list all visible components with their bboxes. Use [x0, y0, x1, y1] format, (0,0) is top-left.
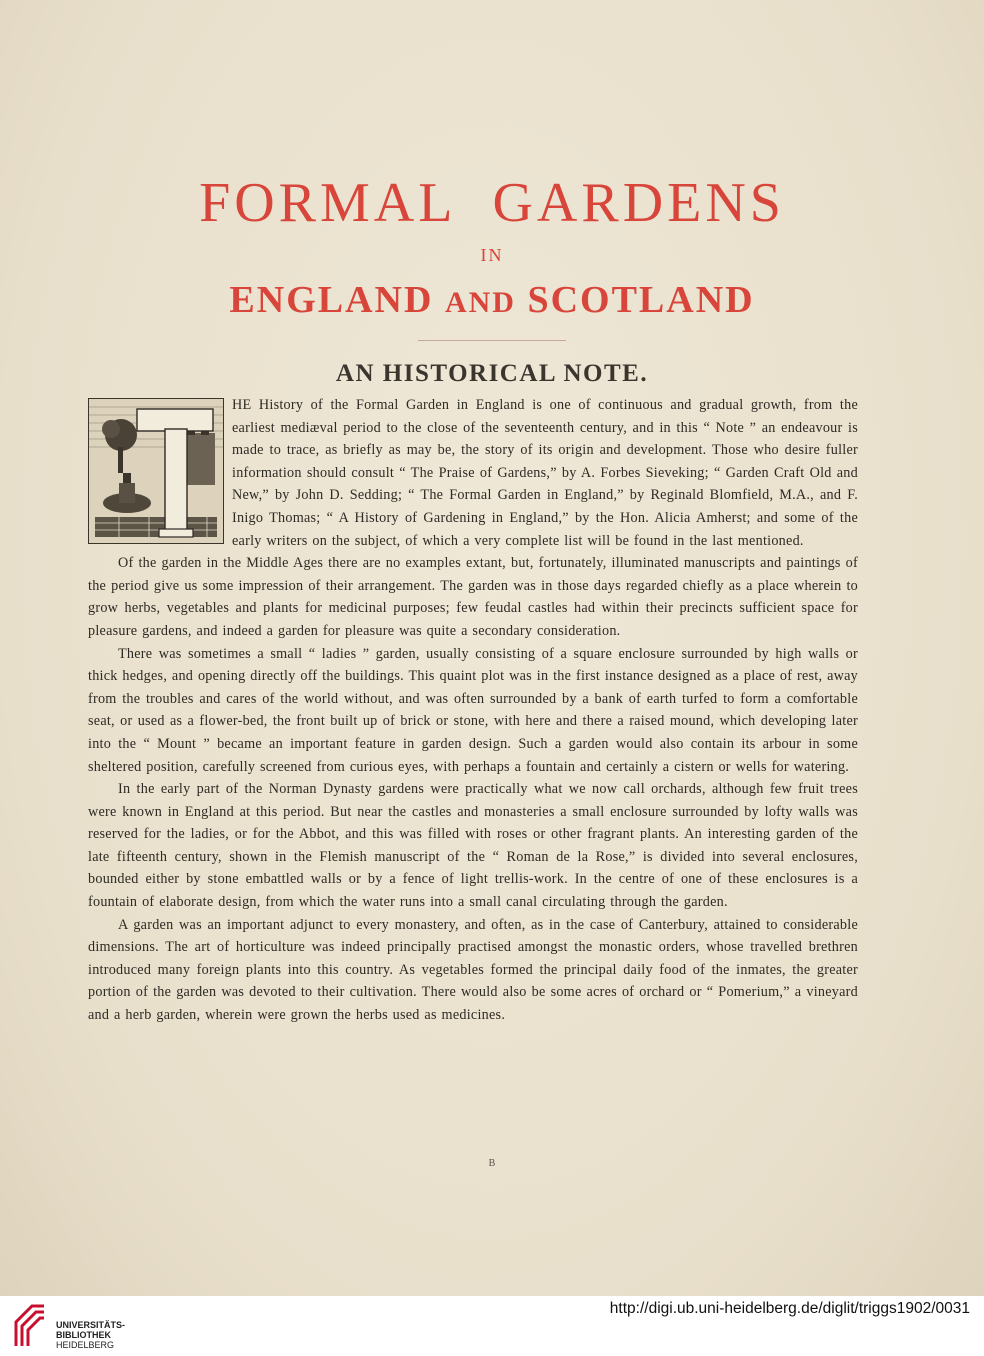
library-name-line: UNIVERSITÄTS-: [56, 1320, 126, 1330]
garden-illustration-icon: [88, 398, 224, 544]
body-text: [88, 394, 858, 1027]
subtitle-word-england: ENGLAND: [229, 279, 434, 321]
title-word-gardens: GARDENS: [492, 172, 785, 234]
section-heading: AN HISTORICAL NOTE.: [335, 360, 649, 387]
library-name-line: HEIDELBERG: [56, 1340, 115, 1350]
library-logo-icon[interactable]: [10, 1302, 50, 1348]
subtitle-word-and: AND: [444, 286, 516, 319]
paragraph: A garden was an important adjunct to every monastery, and often, as in the case of Canterbury, attained to considerable dimensions. The art of horticulture was indeed principally practised amongst the monastic orders, whose travelled brethren introduced many foreign plants into this country. As vegetables formed the principal daily food of the inmates, the greater portion of the garden was devoted to their cultivation. There would also be some acres of orchard or “ Pomerium,” a vineyard and a herb garden, wherein were grown the herbs used as medicines.: [88, 916, 858, 1024]
paragraph: HE History of the Formal Garden in England is one of continuous and gradual growth, from the earliest mediæval period to the close of the seventeenth century, and in this “ Note ” an endeavour is made to trace, as briefly as may be, the story of its origin and development. Those who desire fuller information should consult “ The Praise of Gardens,” by A. Forbes Sieveking; “ Garden Craft Old and New,” by John D. Sedding; “ The Formal Garden in England,” by Reginald Blomfield, M.A., and F. Inigo Thomas; “ A History of Gardening in England,” by the Hon. Alicia Amherst; and some of the early writers on the subject, of which a very complete list will be found in the last mentioned.: [232, 397, 858, 549]
paragraph: There was sometimes a small “ ladies ” garden, usually consisting of a square enclosure surrounded by high walls or thick hedges, and opening directly off the buildings. This quaint plot was in the first instance designed as a place of rest, away from the troubles and cares of the world without, and was often surrounded by a bank of earth turfed to form a comfortable seat, or used as a flower-bed, the front built up of brick or stone, with here and there a raised mound, which developing later into the “ Mount ” became an important feature in garden design. Such a garden would also contain its arbour in some sheltered position, carefully screened from curious eyes, with perhaps a fountain and certainly a cistern or wells for watering.: [88, 645, 858, 775]
title-divider: [418, 340, 566, 341]
paragraph: Of the garden in the Middle Ages there are no examples extant, but, fortunately, illuminated manuscripts and paintings of the period give us some impression of their arrangement. The garden was in those days regarded chiefly as a place wherein to grow herbs, vegetables and plants for medicinal purposes; few feudal castles had within their precincts sufficient space for pleasure gardens, and indeed a garden for pleasure was quite a secondary consideration.: [88, 555, 858, 639]
subtitle-word-scotland: SCOTLAND: [527, 279, 755, 321]
book-title: [0, 170, 984, 236]
library-name: [56, 1320, 125, 1350]
title-connector: IN: [480, 245, 504, 265]
source-url-link[interactable]: http://digi.ub.uni-heidelberg.de/diglit/triggs1902/0031: [609, 1300, 970, 1317]
book-subtitle: [0, 276, 984, 327]
signature-mark: B: [488, 1158, 496, 1169]
paragraph: In the early part of the Norman Dynasty gardens were practically what we now call orchards, although few fruit trees were known in England at this period. But near the castles and monasteries a small enclosure surrounded by lofty walls was reserved for the ladies, or for the Abbot, and this was filled with roses or other fragrant plants. An interesting garden of the late fifteenth century, shown in the Flemish manuscript of the “ Roman de la Rose,” is divided into several enclosures, bounded either by stone embattled walls or by a fence of light trellis-work. In the centre of one of these enclosures is a fountain of elaborate design, from which the water runs into a small canal circulating through the garden.: [88, 781, 858, 911]
library-name-line: BIBLIOTHEK: [56, 1330, 111, 1340]
title-word-formal: FORMAL: [199, 172, 457, 234]
